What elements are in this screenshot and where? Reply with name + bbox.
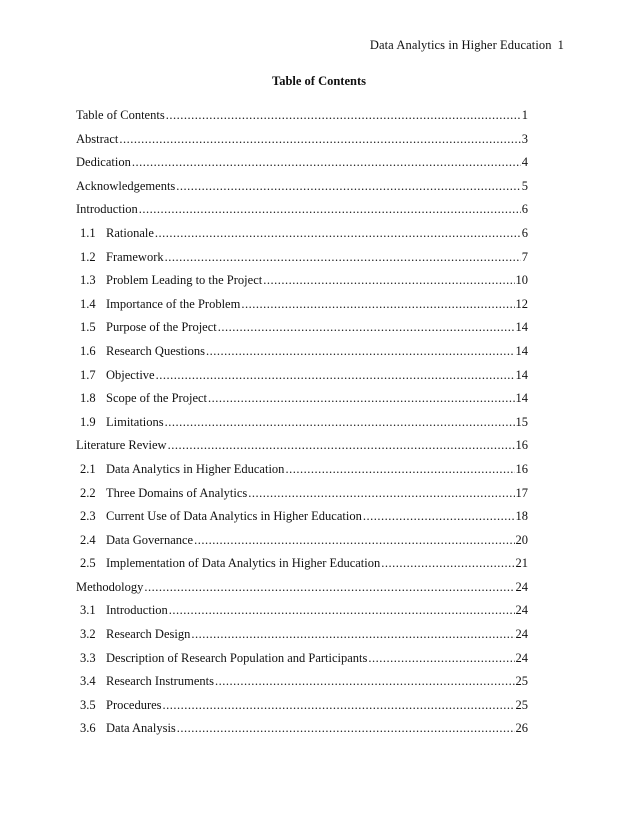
- toc-entry-page: 24: [515, 650, 528, 665]
- toc-entry-number: 2.2: [80, 485, 96, 500]
- toc-entry[interactable]: [76, 651, 528, 675]
- toc-entry-number: 3.3: [80, 650, 96, 665]
- toc-entry-label: Objective: [106, 367, 155, 382]
- table-of-contents: [76, 108, 528, 745]
- toc-entry[interactable]: [76, 533, 528, 557]
- toc-entry[interactable]: [76, 627, 528, 651]
- toc-entry[interactable]: [76, 486, 528, 510]
- toc-entry-number: 1.9: [80, 414, 96, 429]
- dot-leader: [119, 132, 520, 147]
- toc-entry-label: Rationale: [106, 225, 154, 240]
- toc-entry[interactable]: [76, 721, 528, 745]
- toc-entry-page: 24: [515, 627, 528, 642]
- toc-entry-label: Data Governance: [106, 532, 194, 547]
- toc-entry-label: Scope of the Project: [106, 391, 208, 406]
- toc-entry[interactable]: [76, 202, 528, 226]
- toc-entry[interactable]: [76, 674, 528, 698]
- toc-entry[interactable]: [76, 344, 528, 368]
- toc-entry[interactable]: [76, 462, 528, 486]
- toc-entry-label: Introduction: [76, 202, 138, 217]
- dot-leader: [155, 226, 521, 241]
- toc-entry[interactable]: [76, 391, 528, 415]
- dot-leader: [208, 391, 514, 406]
- dot-leader: [163, 698, 515, 713]
- toc-entry[interactable]: [76, 368, 528, 392]
- toc-entry-number: 1.5: [80, 320, 96, 335]
- toc-entry-page: 3: [521, 131, 528, 146]
- toc-entry[interactable]: [76, 132, 528, 156]
- dot-leader: [248, 486, 514, 501]
- dot-leader: [168, 438, 515, 453]
- toc-entry-page: 10: [515, 273, 528, 288]
- toc-entry-label: Methodology: [76, 579, 144, 594]
- toc-entry[interactable]: [76, 509, 528, 533]
- toc-entry-page: 21: [515, 556, 528, 571]
- toc-entry-label: Problem Leading to the Project: [106, 273, 263, 288]
- dot-leader: [132, 155, 521, 170]
- toc-entry[interactable]: [76, 556, 528, 580]
- toc-entry-label: Acknowledgements: [76, 178, 176, 193]
- toc-entry-page: 5: [521, 178, 528, 193]
- toc-entry[interactable]: [76, 698, 528, 722]
- toc-entry-number: 3.5: [80, 697, 96, 712]
- dot-leader: [241, 297, 514, 312]
- dot-leader: [177, 721, 515, 736]
- toc-heading: Table of Contents: [272, 74, 366, 88]
- toc-entry-number: 2.1: [80, 461, 96, 476]
- toc-entry[interactable]: [76, 179, 528, 203]
- toc-entry-label: Purpose of the Project: [106, 320, 217, 335]
- toc-entry-number: 1.4: [80, 296, 96, 311]
- toc-entry-label: Dedication: [76, 155, 131, 170]
- toc-entry-number: 3.6: [80, 721, 96, 736]
- dot-leader: [144, 580, 514, 595]
- toc-entry-page: 20: [515, 532, 528, 547]
- toc-entry[interactable]: [76, 580, 528, 604]
- dot-leader: [218, 320, 515, 335]
- toc-entry[interactable]: [76, 415, 528, 439]
- toc-entry-number: 1.7: [80, 367, 96, 382]
- dot-leader: [381, 556, 514, 571]
- dot-leader: [215, 674, 515, 689]
- toc-entry-page: 26: [515, 721, 528, 736]
- toc-entry-page: 14: [515, 391, 528, 406]
- toc-entry-label: Introduction: [106, 603, 168, 618]
- running-title: Data Analytics in Higher Education: [369, 38, 552, 52]
- toc-entry-number: 3.1: [80, 603, 96, 618]
- dot-leader: [368, 651, 514, 666]
- toc-entry-number: 3.4: [80, 674, 96, 689]
- toc-entry[interactable]: [76, 320, 528, 344]
- toc-entry-page: 15: [515, 414, 528, 429]
- toc-entry-label: Data Analysis: [106, 721, 176, 736]
- toc-entry-page: 25: [515, 674, 528, 689]
- page-number: 1: [557, 38, 564, 52]
- toc-entry-label: Abstract: [76, 131, 119, 146]
- toc-entry-page: 12: [515, 296, 528, 311]
- dot-leader: [169, 603, 515, 618]
- toc-entry[interactable]: [76, 273, 528, 297]
- toc-entry-label: Implementation of Data Analytics in Higher Education: [106, 556, 381, 571]
- toc-entry-page: 24: [515, 579, 528, 594]
- dot-leader: [285, 462, 514, 477]
- toc-entry[interactable]: [76, 250, 528, 274]
- toc-entry-page: 6: [521, 202, 528, 217]
- toc-entry-label: Framework: [106, 249, 164, 264]
- toc-entry-page: 25: [515, 697, 528, 712]
- toc-entry-page: 14: [515, 320, 528, 335]
- toc-entry-number: 1.3: [80, 273, 96, 288]
- toc-entry-number: 2.4: [80, 532, 96, 547]
- toc-entry-number: 1.6: [80, 343, 96, 358]
- toc-entry-page: 16: [515, 461, 528, 476]
- toc-entry-number: 1.1: [80, 225, 96, 240]
- dot-leader: [156, 368, 515, 383]
- toc-entry-label: Data Analytics in Higher Education: [106, 461, 285, 476]
- toc-entry-label: Procedures: [106, 697, 162, 712]
- toc-entry-label: Literature Review: [76, 438, 167, 453]
- dot-leader: [263, 273, 514, 288]
- toc-entry-page: 4: [521, 155, 528, 170]
- toc-entry-page: 14: [515, 367, 528, 382]
- toc-entry-page: 17: [515, 485, 528, 500]
- toc-entry[interactable]: [76, 297, 528, 321]
- toc-entry-label: Current Use of Data Analytics in Higher Education: [106, 509, 362, 524]
- toc-entry-number: 1.2: [80, 249, 96, 264]
- toc-entry[interactable]: [76, 226, 528, 250]
- dot-leader: [363, 509, 515, 524]
- toc-entry-label: Limitations: [106, 414, 164, 429]
- toc-entry-number: 3.2: [80, 627, 96, 642]
- dot-leader: [139, 202, 521, 217]
- toc-entry[interactable]: [76, 603, 528, 627]
- toc-entry-number: 2.3: [80, 509, 96, 524]
- toc-entry-label: Research Questions: [106, 343, 205, 358]
- dot-leader: [166, 108, 521, 123]
- running-header: [370, 38, 564, 53]
- toc-entry-label: Research Instruments: [106, 674, 214, 689]
- dot-leader: [165, 250, 521, 265]
- toc-entry-number: 1.8: [80, 391, 96, 406]
- toc-entry-page: 1: [521, 108, 528, 122]
- toc-entry-label: Research Design: [106, 627, 191, 642]
- toc-entry-page: 6: [521, 225, 528, 240]
- toc-entry-label: Description of Research Population and Participants: [106, 650, 368, 665]
- toc-entry[interactable]: [76, 438, 528, 462]
- dot-leader: [206, 344, 515, 359]
- toc-entry-label: Table of Contents: [76, 108, 165, 122]
- dot-leader: [191, 627, 514, 642]
- toc-entry-page: 7: [521, 249, 528, 264]
- toc-entry-page: 14: [515, 343, 528, 358]
- toc-entry-page: 16: [515, 438, 528, 453]
- toc-entry-label: Importance of the Problem: [106, 296, 241, 311]
- dot-leader: [165, 415, 515, 430]
- toc-entry-page: 18: [515, 509, 528, 524]
- toc-entry-label: Three Domains of Analytics: [106, 485, 248, 500]
- toc-entry-number: 2.5: [80, 556, 96, 571]
- toc-entry-page: 24: [515, 603, 528, 618]
- toc-entry[interactable]: [76, 108, 528, 132]
- dot-leader: [194, 533, 514, 548]
- dot-leader: [176, 179, 520, 194]
- toc-entry[interactable]: [76, 155, 528, 179]
